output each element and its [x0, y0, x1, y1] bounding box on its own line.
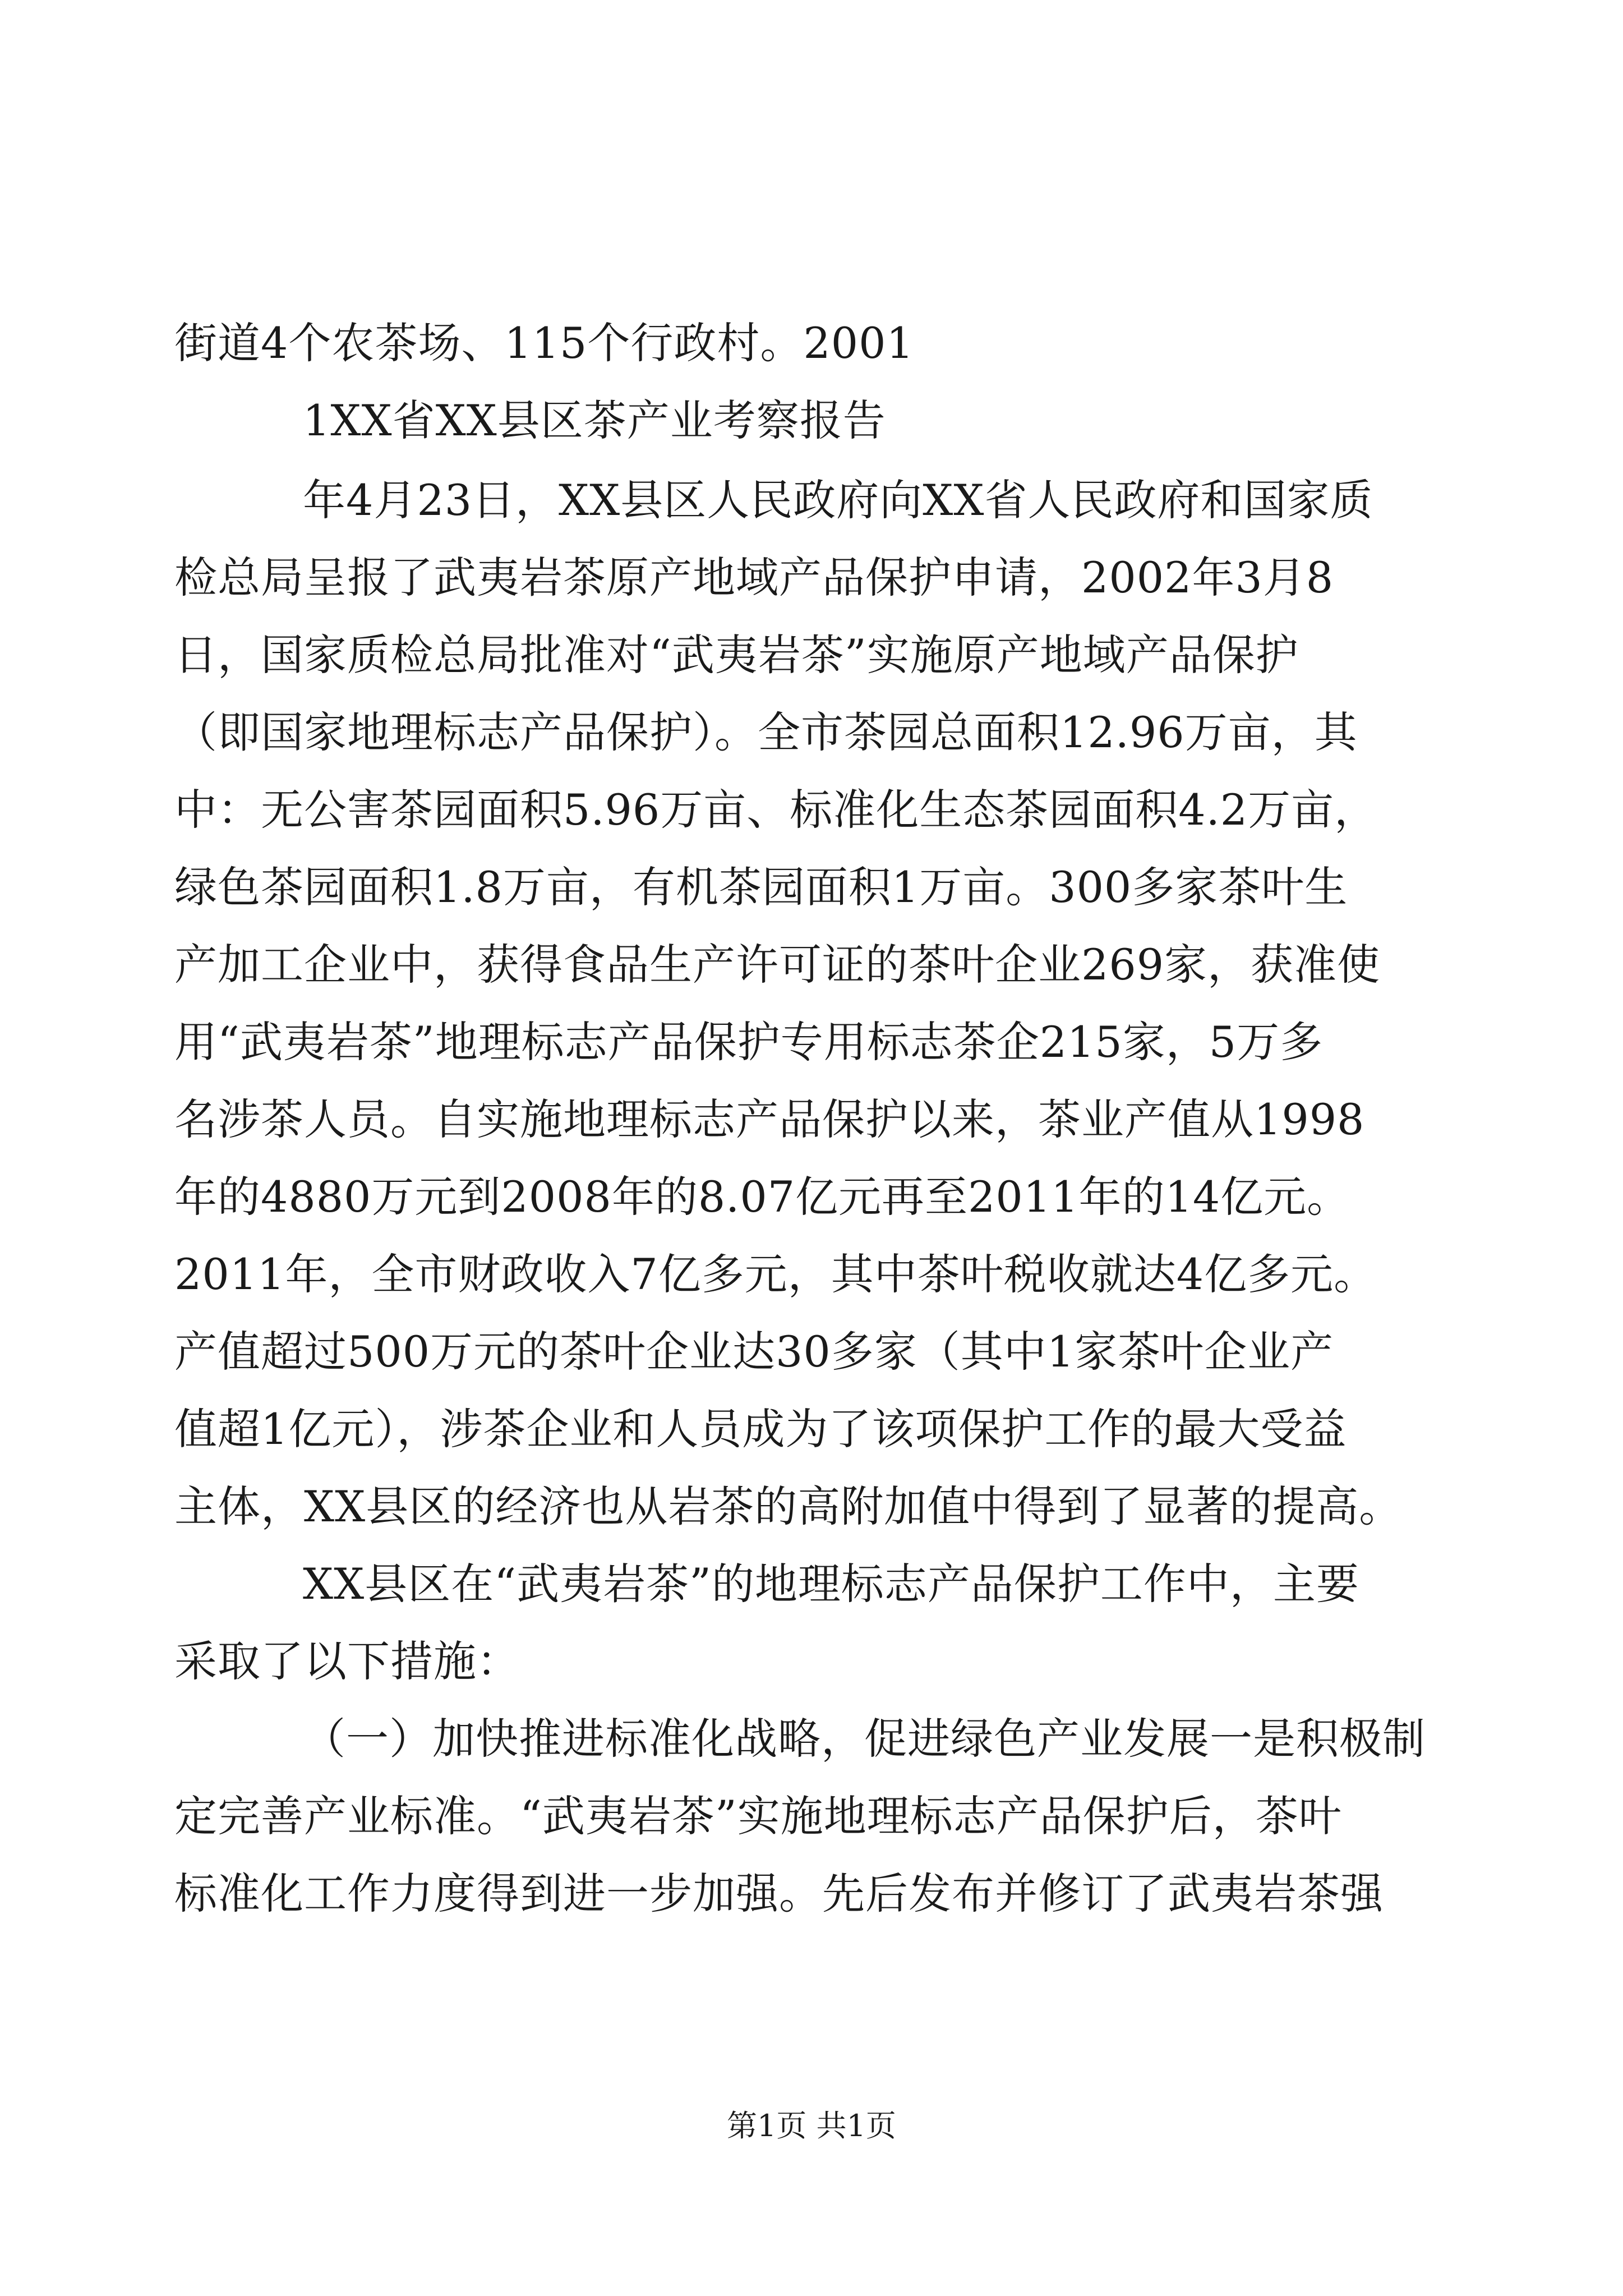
text-line: 年4月23日，XX县区人民政府向XX省人民政府和国家质: [303, 475, 1373, 525]
text-line: 街道4个农茶场、115个行政村。2001: [174, 318, 914, 368]
text-line: 绿色茶园面积1.8万亩，有机茶园面积1万亩。300多家茶叶生: [174, 862, 1348, 912]
text-line: 中：无公害茶园面积5.96万亩、标准化生态茶园面积4.2万亩，: [174, 785, 1378, 835]
text-line: 2011年，全市财政收入7亿多元，其中茶叶税收就达4亿多元。: [174, 1249, 1377, 1299]
text-line: 产加工企业中，获得食品生产许可证的茶叶企业269家，获准使: [174, 940, 1381, 990]
text-line: 产值超过500万元的茶叶企业达30多家（其中1家茶叶企业产: [174, 1327, 1334, 1377]
page-number-footer: 第1页 共1页: [727, 2108, 896, 2143]
text-line: （即国家地理标志产品保护）。全市茶园总面积12.96万亩，其: [174, 707, 1358, 757]
text-line: 定完善产业标准。“武夷岩茶”实施地理标志产品保护后，茶叶: [174, 1791, 1342, 1841]
text-line: 采取了以下措施：: [174, 1636, 520, 1686]
report-title: 1XX省XX县区茶产业考察报告: [303, 395, 886, 445]
text-line: 名涉茶人员。自实施地理标志产品保护以来，茶业产值从1998: [174, 1094, 1365, 1144]
text-line: 标准化工作力度得到进一步加强。先后发布并修订了武夷岩茶强: [174, 1869, 1384, 1918]
text-line: 主体，XX县区的经济也从岩茶的高附加值中得到了显著的提高。: [174, 1481, 1403, 1531]
text-line: XX县区在“武夷岩茶”的地理标志产品保护工作中，主要: [303, 1559, 1359, 1609]
text-line: 值超1亿元），涉茶企业和人员成为了该项保护工作的最大受益: [174, 1404, 1347, 1454]
text-line: 日，国家质检总局批准对“武夷岩茶”实施原产地域产品保护: [174, 630, 1299, 680]
text-line: 用“武夷岩茶”地理标志产品保护专用标志茶企215家，5万多: [174, 1017, 1324, 1067]
text-line: 年的4880万元到2008年的8.07亿元再至2011年的14亿元。: [174, 1172, 1350, 1222]
text-line: （一）加快推进标准化战略，促进绿色产业发展一是积极制: [303, 1714, 1426, 1764]
text-line: 检总局呈报了武夷岩茶原产地域产品保护申请，2002年3月8: [174, 553, 1334, 602]
